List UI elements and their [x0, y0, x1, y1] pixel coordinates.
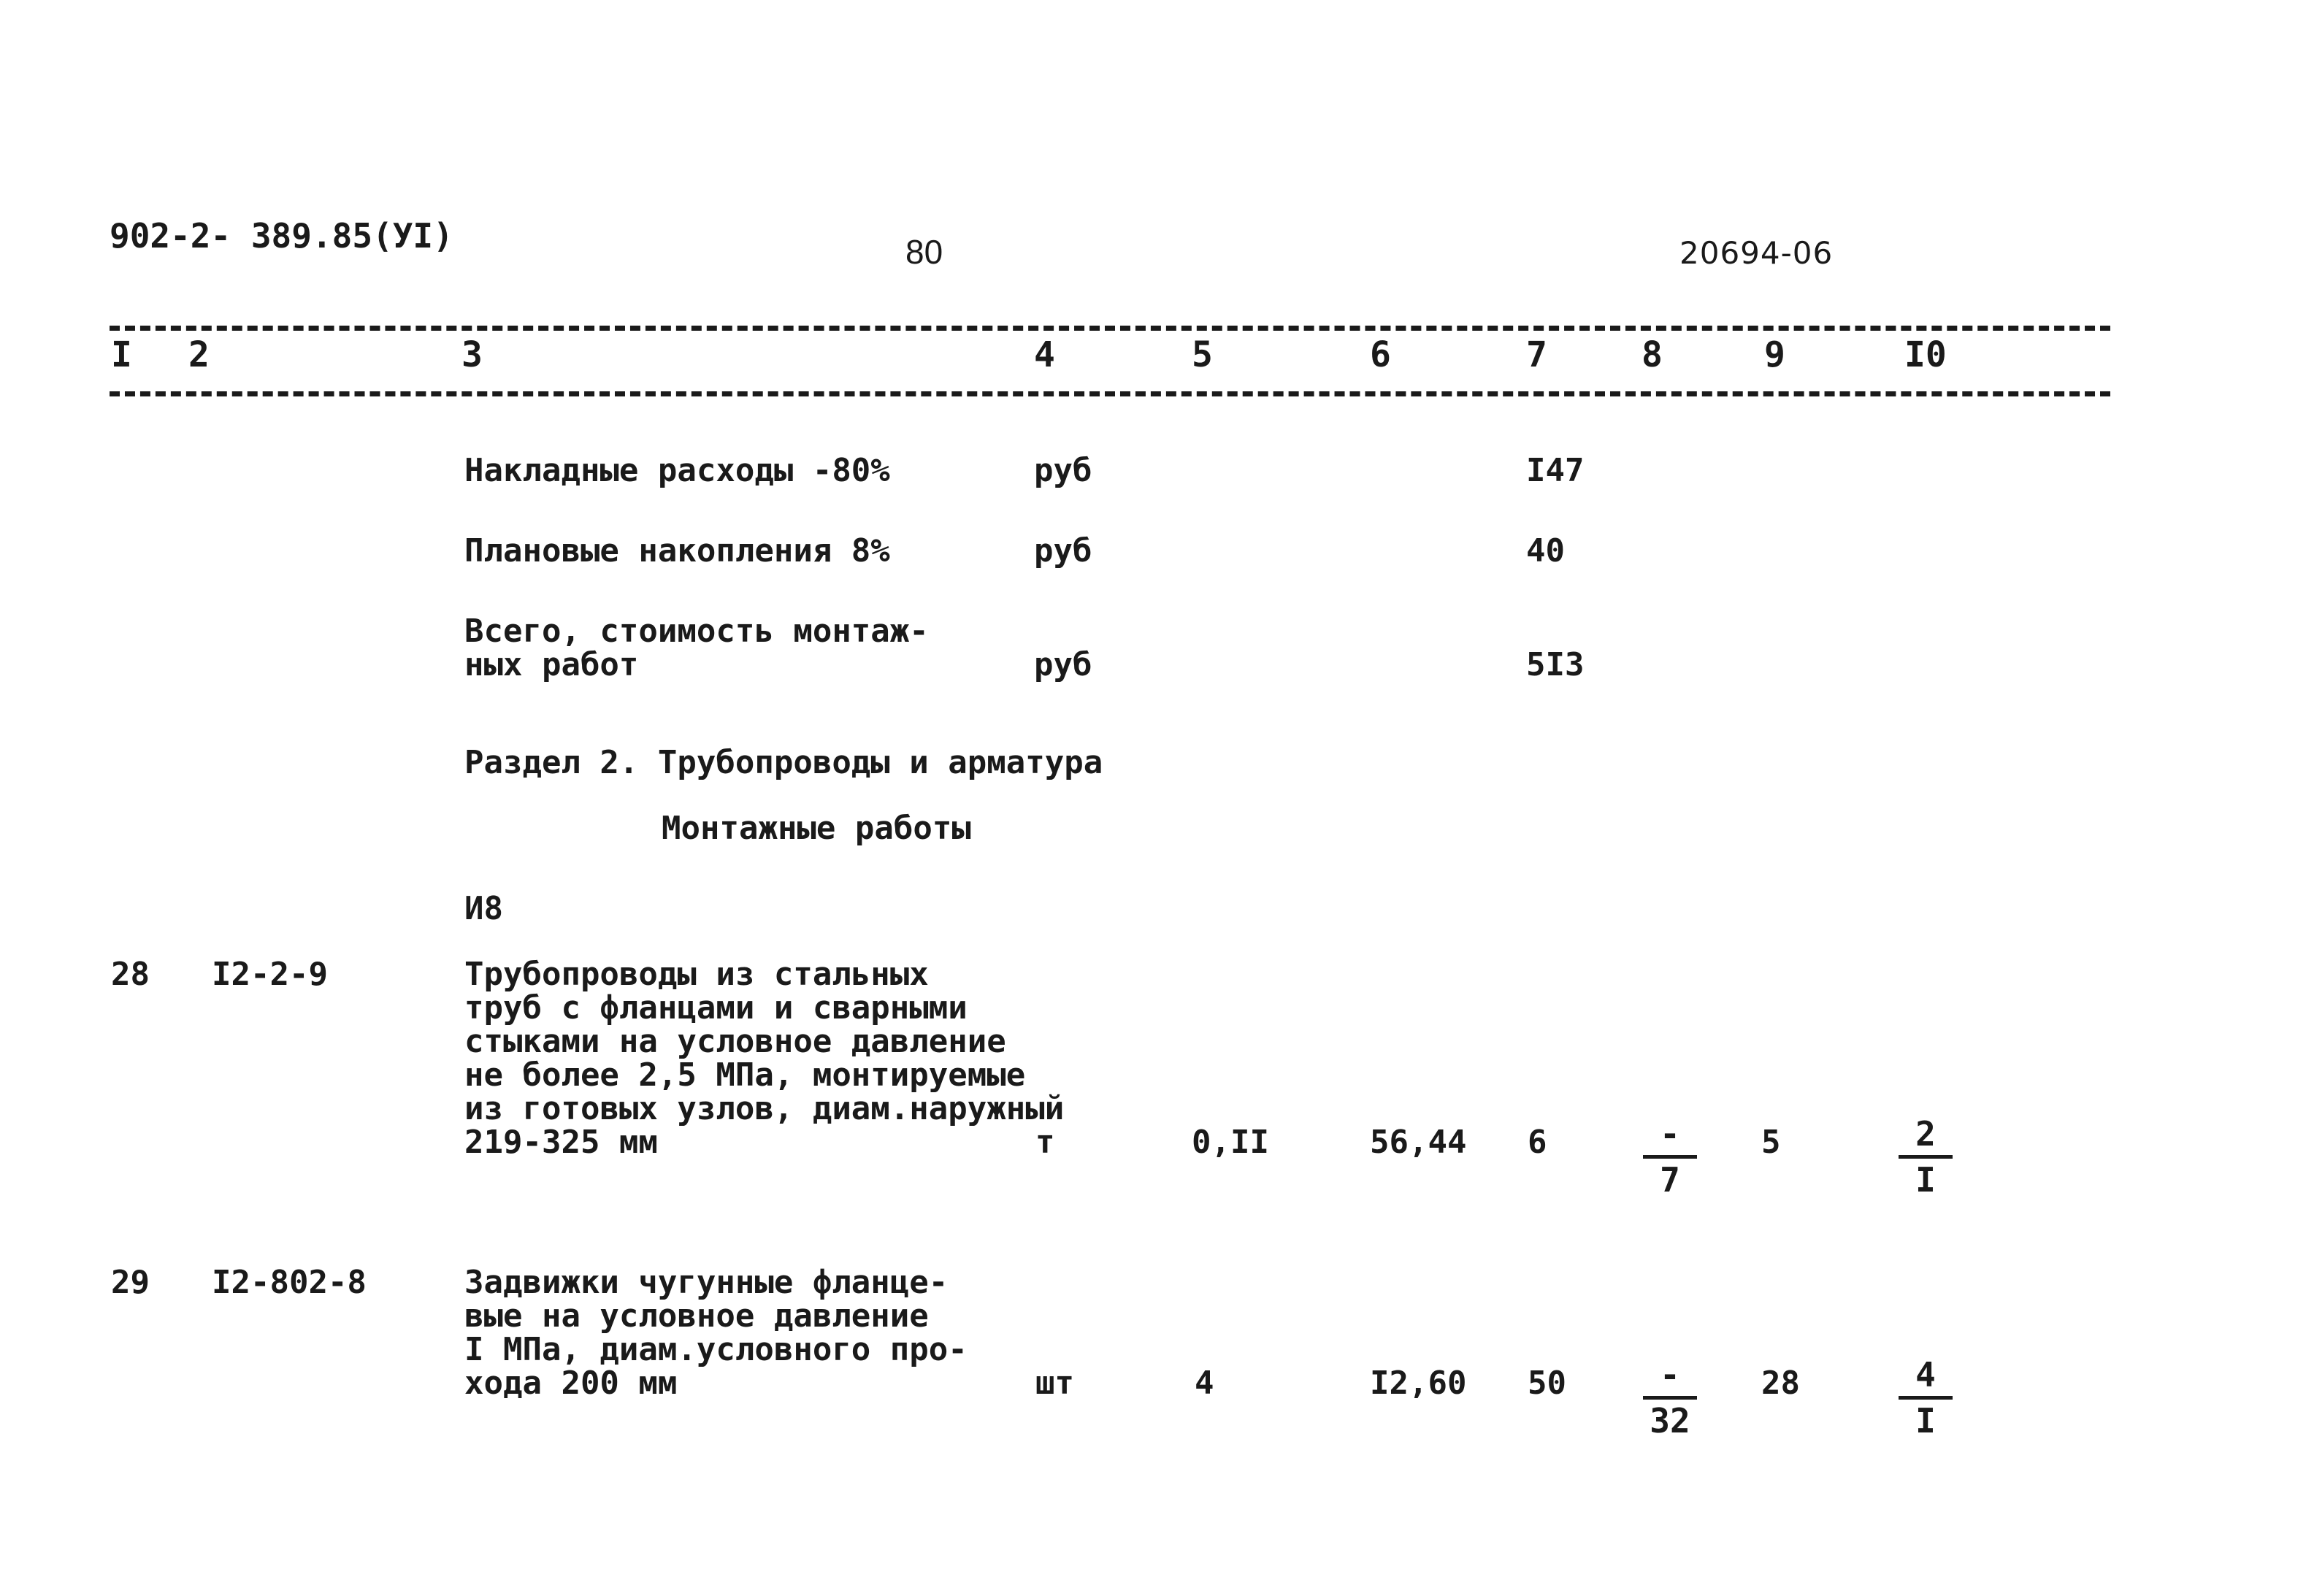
inventory-number: 20694-06 — [1679, 235, 1834, 271]
item-quantity: 4 — [1195, 1365, 1214, 1402]
section-subtitle: Монтажные работы — [662, 810, 971, 847]
column-number: 2 — [188, 334, 210, 375]
item-col8-fraction — [1643, 1357, 1697, 1439]
summary-name: Накладные расходы -80% — [464, 452, 890, 489]
item-code: I2-802-8 — [212, 1264, 367, 1301]
item-col9: 28 — [1761, 1365, 1800, 1402]
fraction-numerator: - — [1643, 1357, 1697, 1400]
fraction-numerator: 2 — [1899, 1116, 1953, 1159]
item-col10-fraction — [1899, 1116, 1953, 1198]
column-number: 4 — [1034, 334, 1055, 375]
item-col8-fraction — [1643, 1116, 1697, 1198]
column-number: 3 — [461, 334, 483, 375]
column-number: 9 — [1764, 334, 1785, 375]
item-unit-price: 56,44 — [1370, 1124, 1467, 1161]
column-number: I0 — [1904, 334, 1947, 375]
item-code: I2-2-9 — [212, 956, 328, 993]
section-title: Раздел 2. Трубопроводы и арматура — [464, 744, 1103, 781]
summary-name-line1: Всего, стоимость монтаж- — [464, 613, 929, 650]
summary-name: Плановые накопления 8% — [464, 532, 890, 569]
summary-amount: 40 — [1526, 532, 1565, 569]
summary-name-line2: ных работ — [464, 646, 639, 683]
column-number: I — [111, 334, 132, 375]
column-number: 6 — [1370, 334, 1391, 375]
page-number: 80 — [905, 233, 943, 271]
column-header-bottom-rule — [110, 391, 2110, 396]
column-number: 7 — [1526, 334, 1547, 375]
summary-unit: руб — [1034, 646, 1092, 683]
item-quantity: 0,II — [1192, 1124, 1269, 1161]
document-code: 902-2- 389.85(УI) — [110, 216, 453, 256]
item-description: Трубопроводы из стальных труб с фланцами и сварными стыками на условное давление не более 2,5 МПа, монтируемые из готовых узлов, диам.наружный 219-325 мм — [464, 956, 1065, 1161]
item-unit: шт — [1035, 1365, 1074, 1402]
column-header-top-rule — [110, 326, 2110, 331]
item-unit: т — [1035, 1124, 1055, 1161]
summary-unit: руб — [1034, 532, 1092, 569]
item-col9: 5 — [1761, 1124, 1781, 1161]
fraction-denominator: 32 — [1650, 1401, 1690, 1440]
summary-unit: руб — [1034, 452, 1092, 489]
fraction-denominator: I — [1915, 1401, 1936, 1440]
fraction-numerator: 4 — [1899, 1357, 1953, 1400]
item-col7: 50 — [1528, 1365, 1566, 1402]
item-col7: 6 — [1528, 1124, 1547, 1161]
item-description: Задвижки чугунные фланце- вые на условное давление I МПа, диам.условного про- хода 200 мм — [464, 1264, 968, 1402]
fraction-denominator: I — [1915, 1160, 1936, 1200]
section-marker: И8 — [464, 890, 503, 927]
column-number: 8 — [1642, 334, 1663, 375]
fraction-denominator: 7 — [1660, 1160, 1680, 1200]
column-number: 5 — [1192, 334, 1213, 375]
item-number: 28 — [111, 956, 150, 993]
summary-amount: I47 — [1526, 452, 1585, 489]
item-col10-fraction — [1899, 1357, 1953, 1439]
summary-amount: 5I3 — [1526, 646, 1585, 683]
item-number: 29 — [111, 1264, 150, 1301]
fraction-numerator: - — [1643, 1116, 1697, 1159]
item-unit-price: I2,60 — [1370, 1365, 1467, 1402]
